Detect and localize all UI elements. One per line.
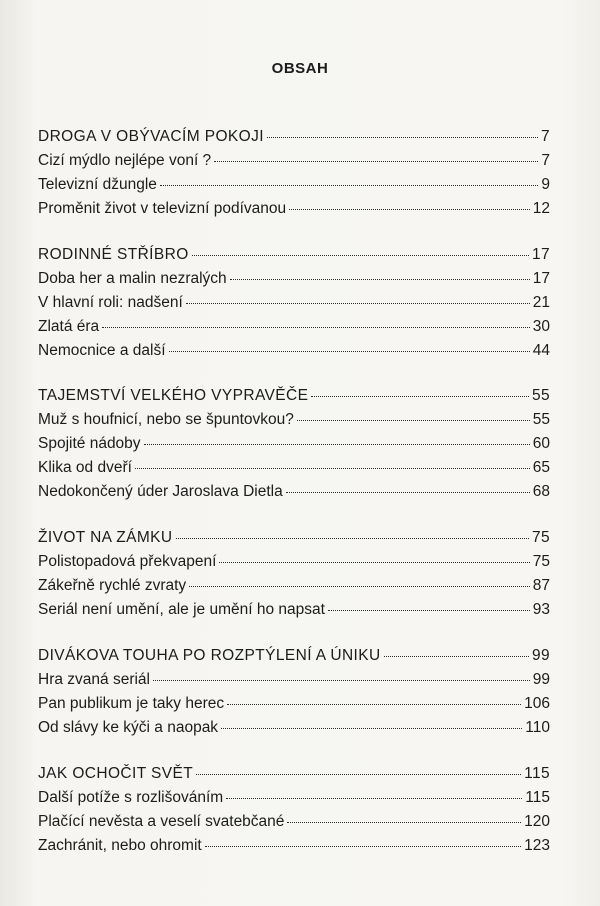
chapter-title: DROGA V OBÝVACÍM POKOJI <box>38 128 264 145</box>
entry-title: Doba her a malin nezralých <box>38 270 227 287</box>
page-number: 93 <box>532 601 550 618</box>
page-number: 110 <box>525 719 550 736</box>
page-number: 120 <box>524 813 550 830</box>
chapter-title: JAK OCHOČIT SVĚT <box>38 765 194 782</box>
toc-entry-row <box>38 719 550 743</box>
entry-title: Nedokončený úder Jaroslava Dietla <box>38 483 283 500</box>
dot-leader <box>135 468 530 469</box>
dot-leader <box>153 680 530 681</box>
chapter-title: TAJEMSTVÍ VELKÉHO VYPRAVĚČE <box>38 387 309 404</box>
toc-chapter-row <box>38 765 550 789</box>
page-number: 30 <box>532 318 550 335</box>
page-number: 99 <box>531 647 550 664</box>
page-number: 17 <box>532 270 550 287</box>
toc-entry-row <box>38 789 550 813</box>
page-number: 115 <box>525 789 550 806</box>
toc-entry-row <box>38 553 550 577</box>
page-number: 87 <box>532 577 550 594</box>
toc-section <box>38 387 550 507</box>
toc-entry-row <box>38 411 550 435</box>
dot-leader <box>189 586 530 587</box>
entry-title: Spojité nádoby <box>38 435 141 452</box>
page-number: 9 <box>541 176 550 193</box>
page-number: 99 <box>532 671 550 688</box>
dot-leader <box>384 656 529 657</box>
page-number: 21 <box>532 294 550 311</box>
dot-leader <box>297 420 530 421</box>
page-number: 17 <box>531 246 550 263</box>
dot-leader <box>176 538 529 539</box>
dot-leader <box>221 728 522 729</box>
toc-entry-row <box>38 270 550 294</box>
dot-leader <box>144 444 530 445</box>
toc-entry-row <box>38 695 550 719</box>
toc-chapter-row <box>38 647 550 671</box>
page-number: 65 <box>532 459 550 476</box>
dot-leader <box>214 161 538 162</box>
toc-entry-row <box>38 318 550 342</box>
toc-entry-row <box>38 200 550 224</box>
page-number: 75 <box>532 553 550 570</box>
entry-title: Cizí mýdlo nejlépe voní ? <box>38 152 212 169</box>
toc-section <box>38 647 550 743</box>
entry-title: Zachránit, nebo ohromit <box>38 837 202 854</box>
dot-leader <box>169 351 530 352</box>
toc-entry-row <box>38 813 550 837</box>
entry-title: Muž s houfnicí, nebo se špuntovkou? <box>38 411 294 428</box>
dot-leader <box>286 492 530 493</box>
toc-entry-row <box>38 601 550 625</box>
table-of-contents <box>38 128 550 883</box>
entry-title: Zlatá éra <box>38 318 100 335</box>
entry-title: Zákeřně rychlé zvraty <box>38 577 187 594</box>
entry-title: Proměnit život v televizní podívanou <box>38 200 287 217</box>
page-number: 68 <box>532 483 550 500</box>
page-number: 55 <box>532 411 550 428</box>
toc-entry-row <box>38 577 550 601</box>
chapter-title: ŽIVOT NA ZÁMKU <box>38 529 173 546</box>
entry-title: Od slávy ke kýči a naopak <box>38 719 219 736</box>
entry-title: Polistopadová překvapení <box>38 553 217 570</box>
toc-entry-row <box>38 459 550 483</box>
entry-title: Seriál není umění, ale je umění ho napsat <box>38 601 325 618</box>
dot-leader <box>287 822 521 823</box>
entry-title: Nemocnice a další <box>38 342 166 359</box>
dot-leader <box>160 185 538 186</box>
toc-entry-row <box>38 671 550 695</box>
dot-leader <box>230 279 530 280</box>
page-number: 7 <box>540 128 550 145</box>
dot-leader <box>226 798 522 799</box>
page-number: 44 <box>532 342 550 359</box>
entry-title: Plačící nevěsta a veselí svatebčané <box>38 813 285 830</box>
entry-title: Další potíže s rozlišováním <box>38 789 224 806</box>
page-number: 12 <box>532 200 550 217</box>
chapter-title: RODINNÉ STŘÍBRO <box>38 246 189 263</box>
page-number: 115 <box>524 765 550 782</box>
page-number: 55 <box>531 387 550 404</box>
page-title: OBSAH <box>271 60 329 77</box>
dot-leader <box>186 303 530 304</box>
toc-chapter-row <box>38 387 550 411</box>
toc-entry-row <box>38 483 550 507</box>
dot-leader <box>289 209 530 210</box>
toc-section <box>38 765 550 861</box>
page-number: 60 <box>532 435 550 452</box>
toc-entry-row <box>38 837 550 861</box>
entry-title: Pan publikum je taky herec <box>38 695 225 712</box>
toc-entry-row <box>38 342 550 366</box>
dot-leader <box>219 562 529 563</box>
toc-chapter-row <box>38 529 550 553</box>
toc-entry-row <box>38 294 550 318</box>
toc-entry-row <box>38 176 550 200</box>
chapter-title: DIVÁKOVA TOUHA PO ROZPTÝLENÍ A ÚNIKU <box>38 647 381 664</box>
page-number: 7 <box>541 152 550 169</box>
toc-section <box>38 529 550 625</box>
entry-title: V hlavní roli: nadšení <box>38 294 183 311</box>
dot-leader <box>311 396 529 397</box>
toc-chapter-row <box>38 128 550 152</box>
toc-chapter-row <box>38 246 550 270</box>
page-number: 123 <box>524 837 550 854</box>
toc-entry-row <box>38 152 550 176</box>
entry-title: Televizní džungle <box>38 176 157 193</box>
page-number: 75 <box>531 529 550 546</box>
toc-section <box>38 246 550 366</box>
dot-leader <box>102 327 530 328</box>
dot-leader <box>267 137 538 138</box>
page-number: 106 <box>524 695 550 712</box>
dot-leader <box>227 704 521 705</box>
dot-leader <box>196 774 521 775</box>
toc-section <box>38 128 550 224</box>
dot-leader <box>328 610 530 611</box>
dot-leader <box>205 846 521 847</box>
entry-title: Hra zvaná seriál <box>38 671 150 688</box>
entry-title: Klika od dveří <box>38 459 132 476</box>
dot-leader <box>192 255 529 256</box>
toc-entry-row <box>38 435 550 459</box>
